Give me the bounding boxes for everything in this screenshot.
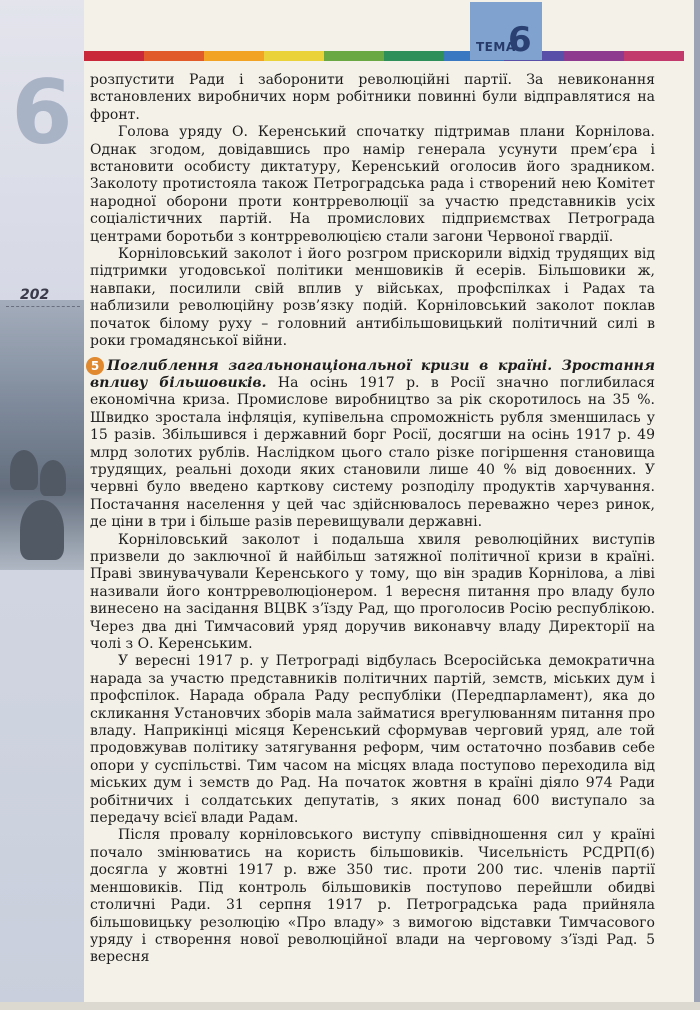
tema-number: 6 <box>508 20 532 60</box>
chapter-number: 6 <box>11 61 73 164</box>
paragraph: Після провалу корніловського виступу співвідношення сил у країні почало змінюватись на користь більшовиків. Чисельність РСДРП(б) досягла у жовтні 1917 р. вже 350 тис. проти 200 тис. членів партії меншовиків. Під контроль більшовиків поступово перейшли обидві столичні Ради. 31 серпня 1917 р. Петроградська рада прийняла більшовицьку резолюцію «Про владу» з вимогою відставки Тимчасового уряду і створення нової революційної влади на черговому з’їзді Рад. 5 вересня <box>90 827 655 966</box>
color-stripe <box>84 51 684 61</box>
paragraph: Корніловський заколот і подальша хвиля революційних виступів призвели до заключної й найбільш затяжної політичної кризи в країні. Праві звинувачували Керенського у тому, що він зрадив Корнілова, а ліві називали його контрреволюціонером. 1 вересня питання про владу було винесено на засідання ВЦВК з’їзду Рад, що проголосив Росію республікою. Через два дні Тимчасовий уряд доручив виконавчу владу Директорії на чолі з О. Керенським. <box>90 531 655 652</box>
section-paragraph <box>90 357 655 532</box>
section-title: Поглиблення загальнонаціональної кризи в країні. Зростання впливу більшовиків. <box>90 357 655 391</box>
section-number-badge: 5 <box>86 357 104 375</box>
paragraph: Голова уряду О. Керенський спочатку підтримав плани Корнілова. Однак згодом, довідавшись про намір генерала усунути прем’єра і встановити особисту диктатуру, Керенський оголосив його зрадником. Заколоту протистояла також Петроградська рада і створений нею Комітет народної оборони проти контрреволюції за участю представників усіх соціалістичних партій. На промислових підприємствах Петрограда центрами боротьби з контрреволюцією стали загони Червоної гвардії. <box>90 124 655 245</box>
page-number-rule <box>6 306 80 307</box>
stripe-segment <box>624 51 684 61</box>
stripe-segment <box>264 51 324 61</box>
stripe-segment <box>324 51 384 61</box>
page-edge <box>694 0 700 1010</box>
margin-photo <box>0 300 84 570</box>
paragraph: Корніловський заколот і його розгром прискорили відхід трудящих від підтримки угодовської політики меншовиків й есерів. Більшовики ж, навпаки, посилили свій вплив у військах, профспілках і Радах та наблизили революційну розв’язку подій. Корніловський заколот поклав початок білому руху – головний антибільшовицький політичний силі в роки громадянської війни. <box>90 246 655 350</box>
stripe-segment <box>84 51 144 61</box>
body-text <box>90 72 655 967</box>
page-number: 202 <box>20 287 50 303</box>
paragraph: розпустити Ради і заборонити революційні партії. За невиконання встановлених виробничих норм робітники повинні були відправлятися на фронт. <box>90 72 655 123</box>
stripe-segment <box>564 51 624 61</box>
section-text: На осінь 1917 р. в Росії значно поглибилася економічна криза. Промислове виробництво за рік скоротилось на 35 %. Швидко зростала інфляція, купівельна спроможність рубля зменшилась у 15 разів. Збільшився і державний борг Росії, досягши на осінь 1917 р. 49 млрд золотих рублів. Наслідком цього стало різке погіршення становища трудящих, реальні доходи яких становили лише 40 % від довоєнних. У червні було введено карткову систему розподілу продуктів харчування. Постачання населення у цей час здійснювалось переважно через ринок, де ціни в три і більше разів перевищували державні. <box>90 374 655 531</box>
paragraph: У вересні 1917 р. у Петрограді відбулась Всеросійська демократична нарада за участю представників політичних партій, земств, міських дум і профспілок. Нарада обрала Раду республіки (Передпарламент), яка до скликання Установчих зборів мала займатися врегулюванням питання про владу. Наприкінці місяця Керенський сформував черговий уряд, але той продовжував політику затягування реформ, чим остаточно позбавив себе опори у суспільстві. Тим часом на місцях влада поступово переходила від міських дум і земств до Рад. На початок жовтня в країні діяло 974 Ради робітничих і солдатських депутатів, з яких понад 600 виступало за передачу всієї влади Радам. <box>90 653 655 827</box>
tema-label: ТЕМА <box>476 40 516 54</box>
stripe-segment <box>204 51 264 61</box>
bottom-shadow <box>0 1002 700 1010</box>
stripe-segment <box>144 51 204 61</box>
stripe-segment <box>384 51 444 61</box>
